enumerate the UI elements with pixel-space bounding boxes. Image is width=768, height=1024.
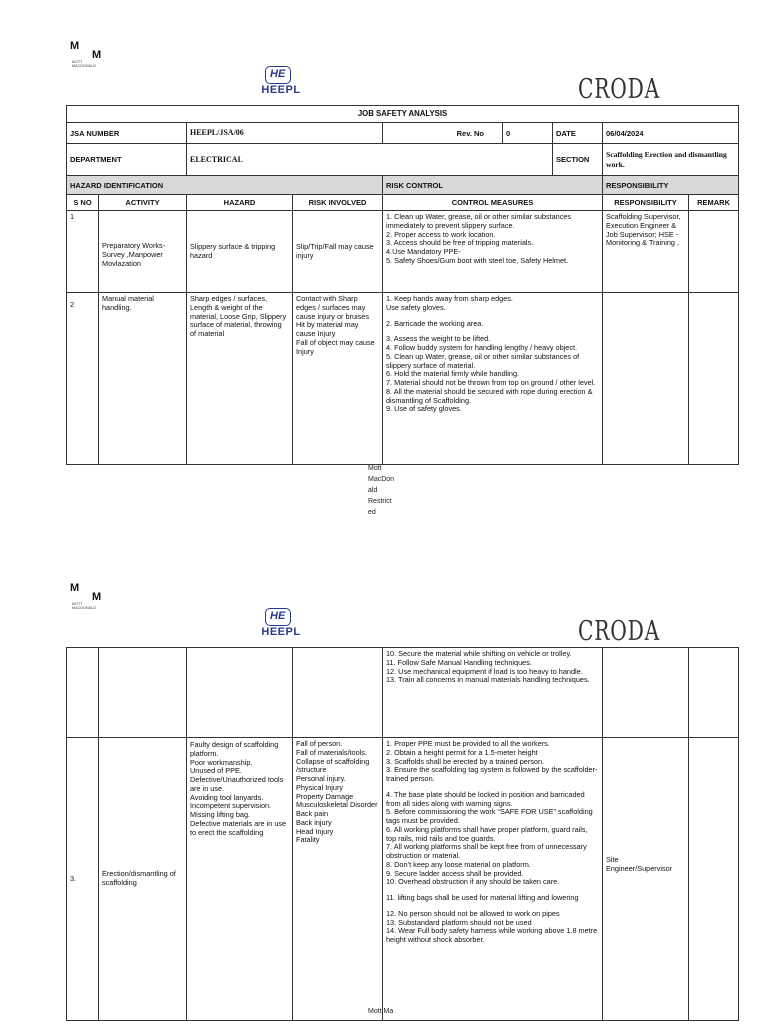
row-risk [293,648,383,738]
row-control-measures: 1. Proper PPE must be provided to all the workers. 2. Obtain a height permit for a 1.5-meter height 3. Scaffolds shall be erected by a trained person. 3. Ensure the scaffolding tag system is followed by the scaffolder-trained person. 4. The base plate should be locked in position and barricaded from all sides along with warning signs. 5. Before commissioning the work “SAFE FOR USE” scaffolding tags must be provided. 6. All working platforms shall have proper platform, guard rails, top rails, mid rails and toe guards. 7. All working platforms shall be kept free from of unnecessary obstruction or material. 8. Don’t keep any loose material on platform. 9. Secure ladder access shall be provided. 10. Overhead obstruction if any should be taken care. 11. lifting bags shall be used for material lifting and lowering 12. No person should not be allowed to work on pipes 13. Substandard platform should not be used 14. Wear Full body safety harness while working above 1.8 metre height without shock absorber. [383,738,603,1021]
date-value: 06/04/2024 [603,123,739,144]
row-risk: Contact with Sharp edges / surfaces may cause injury or bruises Hit by material may cause Injury Fall of object may cause Injury [293,293,383,465]
row-hazard: Sharp edges / surfaces, Length & weight of the material, Loose Grip, Slippery surface of material, throwing of material [187,293,293,465]
row-remark [689,211,739,293]
section-label: SECTION [553,144,603,176]
row-responsibility: Scaffolding Supervisor, Execution Engineer & Job Supervisor; HSE -Monitoring & Training , [603,211,689,293]
page-2-header: M M MOTT MACDONALD HE HEEPL CRODA [70,582,660,647]
row-remark [689,648,739,738]
row-responsibility [603,293,689,465]
croda-logo: CRODA [578,616,660,647]
date-label: DATE [553,123,603,144]
col-hazard: HAZARD [187,195,293,211]
row-responsibility [603,648,689,738]
table-row [67,293,739,465]
department-label: DEPARTMENT [67,144,187,176]
row-sno: 2 [67,293,99,465]
row-control-measures: 1. Clean up Water, grease, oil or other similar substances immediately to prevent slippery surface. 2. Proper access to work location. 3. Access should be free of tripping materials. 4.Use Mandatory PPE- 5. Safety Shoes/Gum boot with steel toe, Safety Helmet. [383,211,603,293]
hazard-identification-heading: HAZARD IDENTIFICATION [67,176,383,195]
jsa-number-label: JSA NUMBER [67,123,187,144]
jsa-table-page-1 [66,105,739,465]
row-risk: Fall of person. Fall of materials/tools. Collapse of scaffolding /structure Personal injury. Physical Injury Property Damage Musculoskeletal Disorder Back pain Back injury Head Injury Fatality [293,738,383,1021]
row-activity [99,648,187,738]
jsa-table-page-2 [66,647,739,1021]
row-control-measures: 1. Keep hands away from sharp edges. Use safety gloves. 2. Barricade the working area. 3. Assess the weight to be lifted. 4. Follow buddy system for handling lengthy / heavy object. 5. Clean up Water, grease, oil or other similar substances of slippery surface of material. 6. Hold the material firmly while handling. 7. Material should not be thrown from top on ground / other level. 8. All the material should be secured with rope during erection & dismantling of Scaffolding. 9. Use of safety gloves. [383,293,603,465]
croda-logo: CRODA [578,74,660,105]
responsibility-group-heading: RESPONSIBILITY [603,176,739,195]
section-value: Scaffolding Erection and dismantling work. [603,144,739,176]
table-row [67,648,739,738]
col-control: CONTROL MEASURES [383,195,603,211]
rev-value: 0 [503,123,553,144]
col-sno: S NO [67,195,99,211]
col-responsibility: RESPONSIBILITY [603,195,689,211]
row-control-measures: 10. Secure the material while shifting on vehicle or trolley. 11. Follow Safe Manual Handling techniques. 12. Use mechanical equipment if load is too heavy to handle. 13. Train all concerns in manual materials handling techniques. [383,648,603,738]
row-activity: Manual material handling. [99,293,187,465]
row-sno: 3. [67,738,99,1021]
page-1-header: M M MOTT MACDONALD HE HEEPL CRODA [70,40,660,105]
row-remark [689,738,739,1021]
row-hazard [187,648,293,738]
rev-label: Rev. No [383,123,503,144]
col-risk: RISK INVOLVED [293,195,383,211]
risk-control-heading: RISK CONTROL [383,176,603,195]
col-activity: ACTIVITY [99,195,187,211]
heepl-logo: HE HEEPL [261,68,301,96]
classification-footer-partial: Mott Ma [368,1008,394,1015]
table-row [67,738,739,1021]
jsa-number-value: HEEPL/JSA/06 [187,123,383,144]
row-activity: Erection/dismantling of scaffolding [99,738,187,1021]
classification-footer: Mott MacDon ald Restrict ed [368,465,395,516]
row-sno: 1 [67,211,99,293]
heepl-logo: HE HEEPL [261,610,301,638]
row-risk: Slip/Trip/Fall may cause injury [293,211,383,293]
row-activity: Preparatory Works-Survey ,Manpower Movlazation [99,211,187,293]
row-hazard: Slippery surface & tripping hazard [187,211,293,293]
row-remark [689,293,739,465]
row-responsibility: Site Engineer/Supervisor [603,738,689,1021]
department-value: ELECTRICAL [187,144,553,176]
table-row [67,211,739,293]
jsa-title: JOB SAFETY ANALYSIS [67,106,739,123]
col-remark: REMARK [689,195,739,211]
row-sno [67,648,99,738]
row-hazard: Faulty design of scaffolding platform. Poor workmanship. Unused of PPE. Defective/Unauthorized tools are in use. Avoiding tool lanyards. Incompetent supervision. Missing lifting bag. Defective materials are in use to erect the scaffolding [187,738,293,1021]
